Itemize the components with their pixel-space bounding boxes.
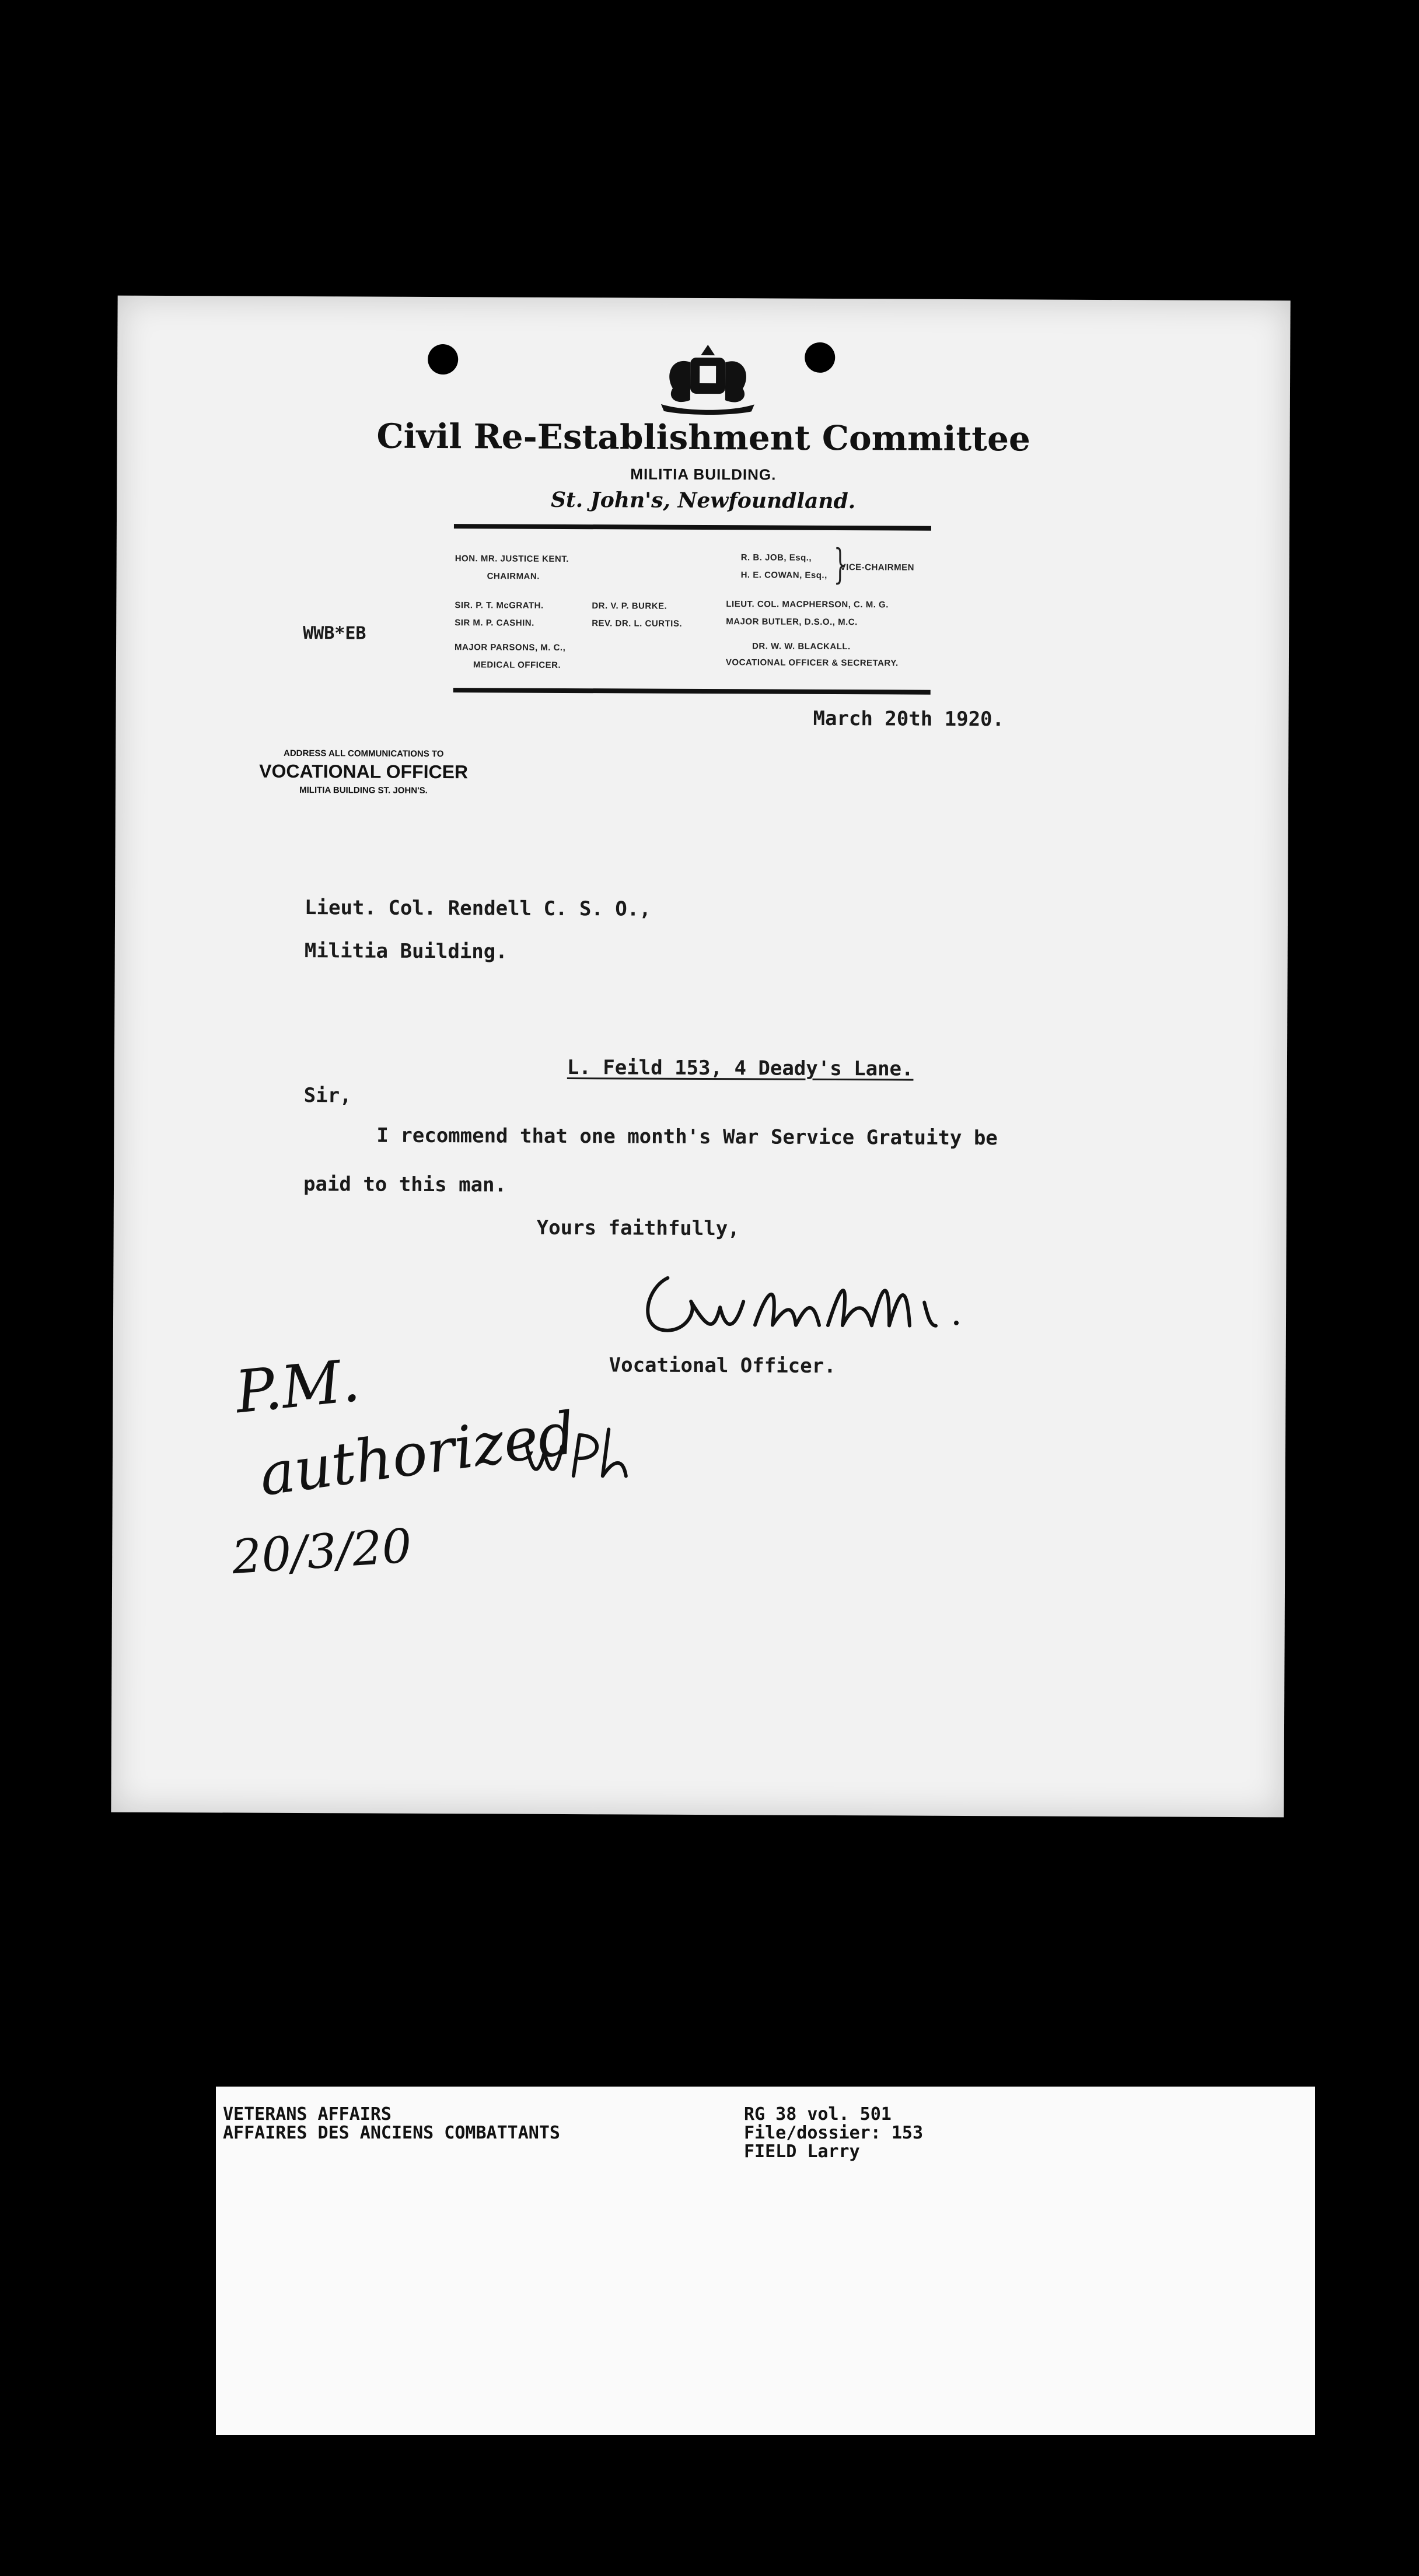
member-blackall: DR. W. W. BLACKALL. [752, 641, 851, 652]
card-dept-fr: AFFAIRES DES ANCIENS COMBATTANTS [223, 2123, 560, 2143]
handwritten-date: 20/3/20 [230, 1518, 414, 1585]
archive-card [216, 2087, 1315, 2435]
card-dept-en: VETERANS AFFAIRS [223, 2104, 392, 2124]
member-blackall-role: VOCATIONAL OFFICER & SECRETARY. [725, 657, 899, 668]
member-parsons: MAJOR PARSONS, M. C., [455, 642, 566, 653]
member-parsons-role: MEDICAL OFFICER. [473, 660, 561, 670]
member-butler: MAJOR BUTLER, D.S.O., M.C. [726, 617, 858, 628]
salutation: Sir, [303, 1084, 352, 1108]
card-name: FIELD Larry [744, 2141, 860, 2162]
letter-subject: L. Feild 153, 4 Deady's Lane. [567, 1056, 914, 1081]
letter-date: March 20th 1920. [813, 706, 1005, 732]
letterhead-building: MILITIA BUILDING. [630, 465, 777, 484]
handwritten-initials-mark-icon [521, 1412, 638, 1494]
body-line-1: I recommend that one month's War Service Gratuity be [376, 1124, 998, 1150]
signature-title: Vocational Officer. [609, 1353, 836, 1378]
address-officer: VOCATIONAL OFFICER [259, 760, 469, 783]
member-mcgrath: SIR. P. T. McGRATH. [455, 600, 544, 611]
letterhead-top-rule [454, 524, 931, 531]
committee-name: Civil Re-Establishment Committee [376, 416, 1030, 459]
closing: Yours faithfully, [536, 1216, 740, 1241]
handwritten-authorized: authorized [255, 1398, 579, 1510]
handwritten-initials: P.M. [232, 1346, 363, 1427]
signature-icon [632, 1266, 971, 1349]
punch-hole-right [805, 342, 835, 373]
body-line-2: paid to this man. [303, 1172, 507, 1197]
member-job: R. B. JOB, Esq., [740, 552, 812, 563]
member-burke: DR. V. P. BURKE. [592, 601, 667, 611]
member-kent: HON. MR. JUSTICE KENT. [455, 554, 569, 565]
letterhead-bottom-rule [453, 688, 931, 695]
vice-chair-brace: } [833, 540, 847, 589]
punch-hole-left [428, 344, 458, 374]
card-file: File/dossier: 153 [744, 2123, 924, 2143]
member-cowan: H. E. COWAN, Esq., [740, 570, 827, 580]
member-kent-role: CHAIRMAN. [487, 571, 540, 582]
letterhead-city: St. John's, Newfoundland. [550, 487, 856, 514]
vice-chairmen-label: VICE-CHAIRMEN [840, 562, 915, 573]
member-cashin: SIR M. P. CASHIN. [455, 618, 534, 628]
letter-page [111, 296, 1290, 1818]
recipient-line-1: Lieut. Col. Rendell C. S. O., [305, 896, 651, 921]
address-note: ADDRESS ALL COMMUNICATIONS TO [283, 748, 444, 760]
coat-of-arms-icon [649, 339, 767, 415]
address-place: MILITIA BUILDING ST. JOHN'S. [299, 785, 428, 796]
recipient-line-2: Militia Building. [304, 939, 508, 964]
member-macpherson: LIEUT. COL. MACPHERSON, C. M. G. [726, 599, 889, 610]
card-record-group: RG 38 vol. 501 [744, 2104, 892, 2124]
reference-code: WWB*EB [303, 623, 366, 644]
member-curtis: REV. DR. L. CURTIS. [592, 618, 683, 629]
